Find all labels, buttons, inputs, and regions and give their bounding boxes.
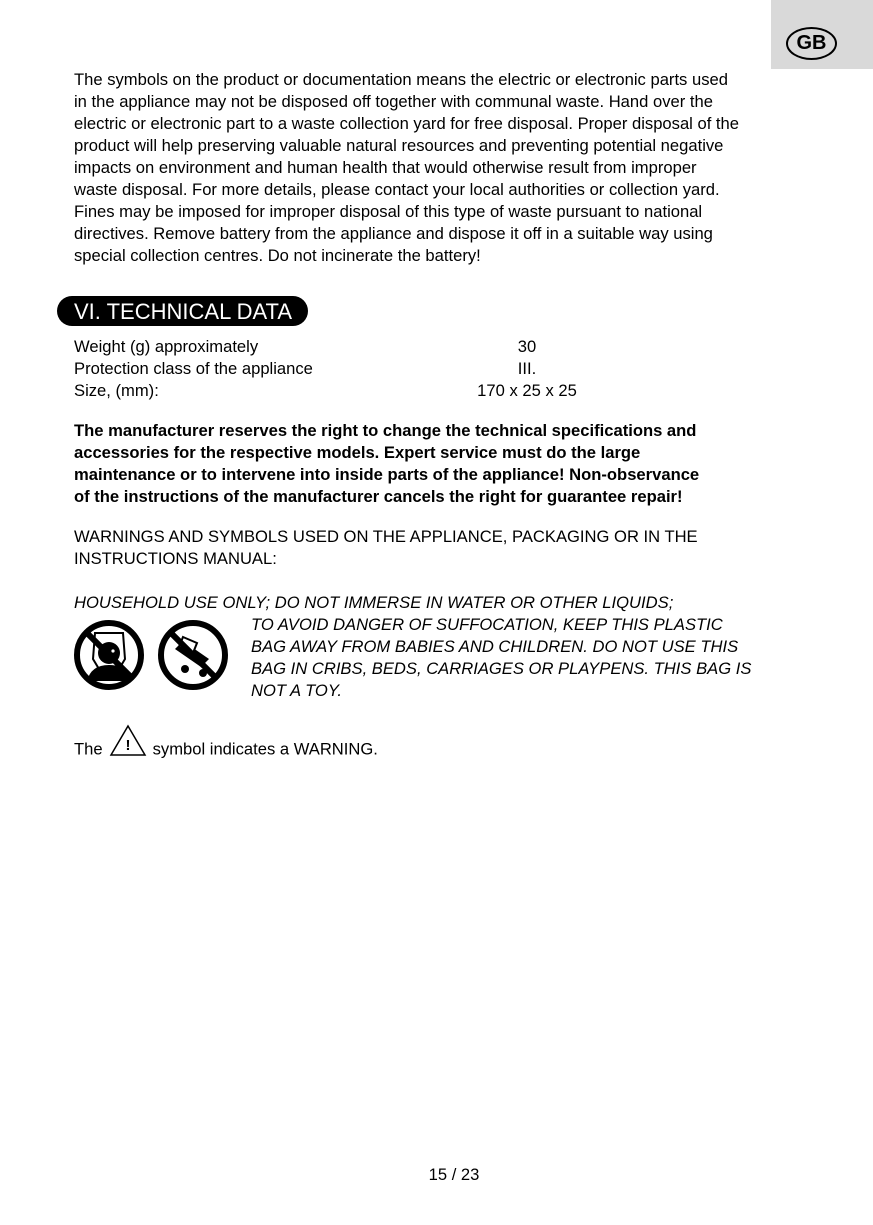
page-number: 15 / 23 xyxy=(428,1165,480,1184)
spec-row: Size, (mm): 170 x 25 x 25 xyxy=(74,381,577,400)
intro-line: in the appliance may not be disposed off together with communal waste. Hand over the xyxy=(74,92,713,111)
warning-suffix: symbol indicates a WARNING. xyxy=(152,739,378,759)
suffocation-warning xyxy=(251,614,811,702)
intro-line: electric or electronic part to a waste collection yard for free disposal. Proper disposal of the xyxy=(74,114,739,133)
intro-line: product will help preserving valuable natural resources and preventing potential negative xyxy=(74,136,724,155)
svg-text:!: ! xyxy=(125,737,131,754)
disposal-paragraph xyxy=(74,69,814,267)
intro-line: waste disposal. For more details, please contact your local authorities or collection yard. xyxy=(74,180,720,199)
intro-line: special collection centres. Do not incinerate the battery! xyxy=(74,246,481,265)
intro-line: impacts on environment and human health that would otherwise result from improper xyxy=(74,158,697,177)
intro-line: The symbols on the product or documentation means the electric or electronic parts used xyxy=(74,70,728,89)
warning-prefix: The xyxy=(74,739,103,759)
notice-line: accessories for the respective models. Expert service must do the large xyxy=(74,443,641,462)
no-bag-over-head-icon xyxy=(73,619,145,696)
warning-symbol-explanation xyxy=(74,730,378,770)
intro-line: directives. Remove battery from the appliance and dispose it off in a suitable way using xyxy=(74,224,713,243)
suffocation-line: BAG AWAY FROM BABIES AND CHILDREN. DO NOT USE THIS xyxy=(251,637,739,656)
spec-label: Weight (g) approximately xyxy=(74,337,259,356)
language-tab xyxy=(771,0,873,69)
spec-table xyxy=(74,336,614,402)
spec-label: Protection class of the appliance xyxy=(74,359,313,378)
notice-line: maintenance or to intervene into inside parts of the appliance! Non-observance xyxy=(74,465,700,484)
intro-line: Fines may be imposed for improper disposal of this type of waste pursuant to national xyxy=(74,202,703,221)
manufacturer-notice xyxy=(74,420,794,508)
spec-row: Protection class of the appliance III. xyxy=(74,359,537,378)
spec-label: Size, (mm): xyxy=(74,381,159,400)
warnings-heading-line: WARNINGS AND SYMBOLS USED ON THE APPLIANCE, PACKAGING OR IN THE xyxy=(74,527,698,546)
notice-line: of the instructions of the manufacturer cancels the right for guarantee repair! xyxy=(74,487,683,506)
notice-line: The manufacturer reserves the right to change the technical specifications and xyxy=(74,421,697,440)
spec-row: Weight (g) approximately 30 xyxy=(74,337,537,356)
warnings-heading-line: INSTRUCTIONS MANUAL: xyxy=(74,549,277,568)
section-title-technical-data: VI. TECHNICAL DATA xyxy=(57,296,308,326)
warning-triangle-icon xyxy=(109,724,147,770)
suffocation-line: BAG IN CRIBS, BEDS, CARRIAGES OR PLAYPENS. THIS BAG IS xyxy=(251,659,752,678)
warnings-heading xyxy=(74,526,794,570)
household-use-warning: HOUSEHOLD USE ONLY; DO NOT IMMERSE IN WATER OR OTHER LIQUIDS; xyxy=(74,593,674,612)
language-badge: GB xyxy=(786,27,837,60)
no-bag-in-carriage-icon xyxy=(157,619,229,696)
suffocation-line: TO AVOID DANGER OF SUFFOCATION, KEEP THIS PLASTIC xyxy=(251,615,723,634)
suffocation-line: NOT A TOY. xyxy=(251,681,342,700)
